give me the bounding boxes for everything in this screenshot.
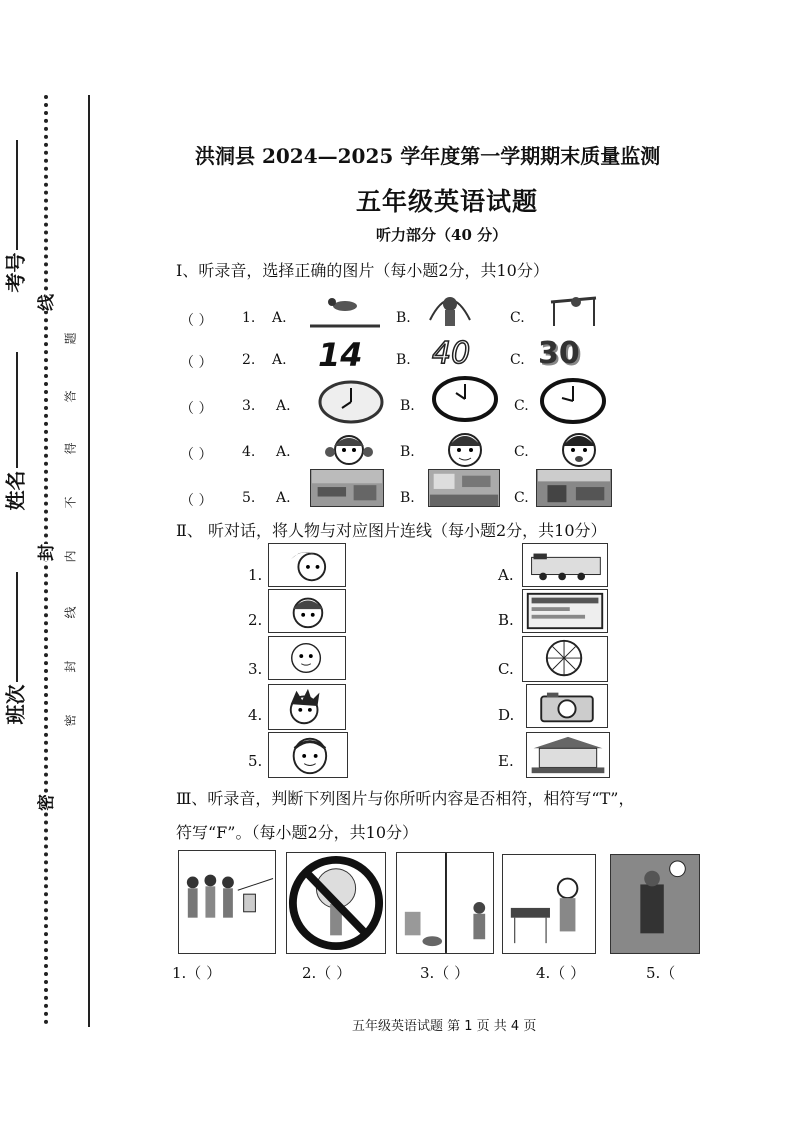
- option-c-label: C.: [514, 444, 529, 460]
- warning-char: 内: [63, 550, 78, 563]
- exam-no-blank: [16, 140, 18, 250]
- question-number: 4.: [242, 444, 256, 460]
- name-blank: [16, 352, 18, 468]
- judge-answer-3[interactable]: 3.（ ）: [420, 964, 470, 982]
- soccer-photo: [610, 854, 700, 954]
- no-tree-cutting-image: [286, 852, 386, 954]
- palace-image[interactable]: [526, 732, 610, 778]
- seal-word-line: 线: [32, 294, 57, 311]
- match-right-letter: A.: [498, 566, 514, 584]
- option-c-label: C.: [510, 352, 525, 368]
- warning-char: 封: [63, 660, 78, 673]
- girl-face-image: [322, 428, 376, 468]
- camera-image[interactable]: [526, 684, 608, 728]
- person-face-image[interactable]: [268, 543, 346, 587]
- answer-paren[interactable]: （ ）: [180, 313, 213, 329]
- option-b-label: B.: [396, 310, 411, 326]
- person-face-image[interactable]: [268, 636, 346, 680]
- seal-word-secret: 密: [32, 794, 57, 811]
- margin-rule: [88, 95, 90, 1027]
- page-footer: 五年级英语试题 第 1 页 共 4 页: [352, 1019, 537, 1034]
- subject-title: 五年级英语试题: [356, 187, 539, 216]
- question-number: 5.: [242, 490, 256, 506]
- number-14-image: 14: [318, 336, 363, 374]
- clock-image: [318, 380, 384, 424]
- answer-paren[interactable]: （ ）: [180, 447, 213, 463]
- option-c-label: C.: [510, 310, 525, 326]
- option-b-label: B.: [400, 490, 415, 506]
- kids-laundry-image: [178, 850, 276, 954]
- person-face-image[interactable]: [268, 589, 346, 633]
- boy-face-image: [438, 426, 492, 470]
- match-left-number: 5.: [248, 752, 263, 770]
- option-a-label: A.: [272, 310, 287, 326]
- train-image[interactable]: [522, 543, 608, 587]
- match-right-letter: D.: [498, 706, 515, 724]
- section2-heading: Ⅱ、 听对话，将人物与对应图片连线（每小题2分，共10分）: [176, 521, 607, 540]
- section3-heading: Ⅲ、听录音，判断下列图片与你所听内容是否相符，相符写“T”，: [176, 789, 635, 808]
- girl-chess-image: [502, 854, 596, 954]
- warning-char: 得: [63, 442, 78, 455]
- question-number: 1.: [242, 310, 256, 326]
- section3-heading-cont: 符写“F”。（每小题2分，共10分）: [176, 823, 419, 842]
- option-c-label: C.: [514, 398, 529, 414]
- question-number: 3.: [242, 398, 256, 414]
- boy-face-image: [552, 426, 606, 470]
- option-b-label: B.: [400, 444, 415, 460]
- option-a-label: A.: [272, 352, 287, 368]
- seal-word-seal: 封: [32, 544, 57, 561]
- number-30-image: 30: [538, 336, 580, 371]
- warning-char: 密: [63, 714, 78, 727]
- answer-paren[interactable]: （ ）: [180, 401, 213, 417]
- dancer-image: [546, 292, 601, 328]
- match-right-letter: B.: [498, 611, 514, 629]
- ferris-wheel-image[interactable]: [522, 636, 608, 682]
- option-a-label: A.: [276, 490, 291, 506]
- option-a-label: A.: [276, 444, 291, 460]
- exam-title: 洪洞县 2024—2025 学年度第一学期期末质量监测: [195, 144, 661, 168]
- person-face-image[interactable]: [268, 684, 346, 730]
- number-40-image: 40: [432, 336, 471, 371]
- answer-paren[interactable]: （ ）: [180, 355, 213, 371]
- clock-image: [432, 376, 498, 422]
- room-photo: [536, 469, 612, 507]
- warning-char: 不: [63, 496, 78, 509]
- match-left-number: 4.: [248, 706, 263, 724]
- match-left-number: 3.: [248, 660, 263, 678]
- class-blank: [16, 572, 18, 682]
- swimmer-image: [310, 292, 380, 330]
- screen-image[interactable]: [522, 589, 608, 633]
- judge-answer-4[interactable]: 4.（ ）: [536, 964, 586, 982]
- warning-char: 题: [63, 332, 78, 345]
- match-right-letter: E.: [498, 752, 514, 770]
- option-a-label: A.: [276, 398, 291, 414]
- question-number: 2.: [242, 352, 256, 368]
- match-left-number: 2.: [248, 611, 263, 629]
- section1-heading: Ⅰ、听录音，选择正确的图片（每小题2分，共10分）: [176, 261, 549, 280]
- warning-char: 线: [63, 606, 78, 619]
- exam-no-label: 考号: [3, 252, 28, 293]
- warning-char: 答: [63, 390, 78, 403]
- judge-answer-5[interactable]: 5.（: [646, 964, 676, 982]
- part-title: 听力部分（40 分）: [376, 226, 508, 244]
- name-label: 姓名: [3, 470, 28, 511]
- judge-answer-2[interactable]: 2.（ ）: [302, 964, 352, 982]
- class-label: 班次: [3, 684, 28, 725]
- jump-rope-image: [425, 290, 475, 334]
- person-face-image[interactable]: [268, 732, 348, 778]
- option-b-label: B.: [400, 398, 415, 414]
- judge-answer-1[interactable]: 1.（ ）: [172, 964, 222, 982]
- clock-image: [540, 378, 606, 424]
- dog-door-image: [396, 852, 494, 954]
- option-c-label: C.: [514, 490, 529, 506]
- option-b-label: B.: [396, 352, 411, 368]
- match-right-letter: C.: [498, 660, 514, 678]
- match-left-number: 1.: [248, 566, 263, 584]
- room-photo: [310, 469, 384, 507]
- answer-paren[interactable]: （ ）: [180, 493, 213, 509]
- room-photo: [428, 469, 500, 507]
